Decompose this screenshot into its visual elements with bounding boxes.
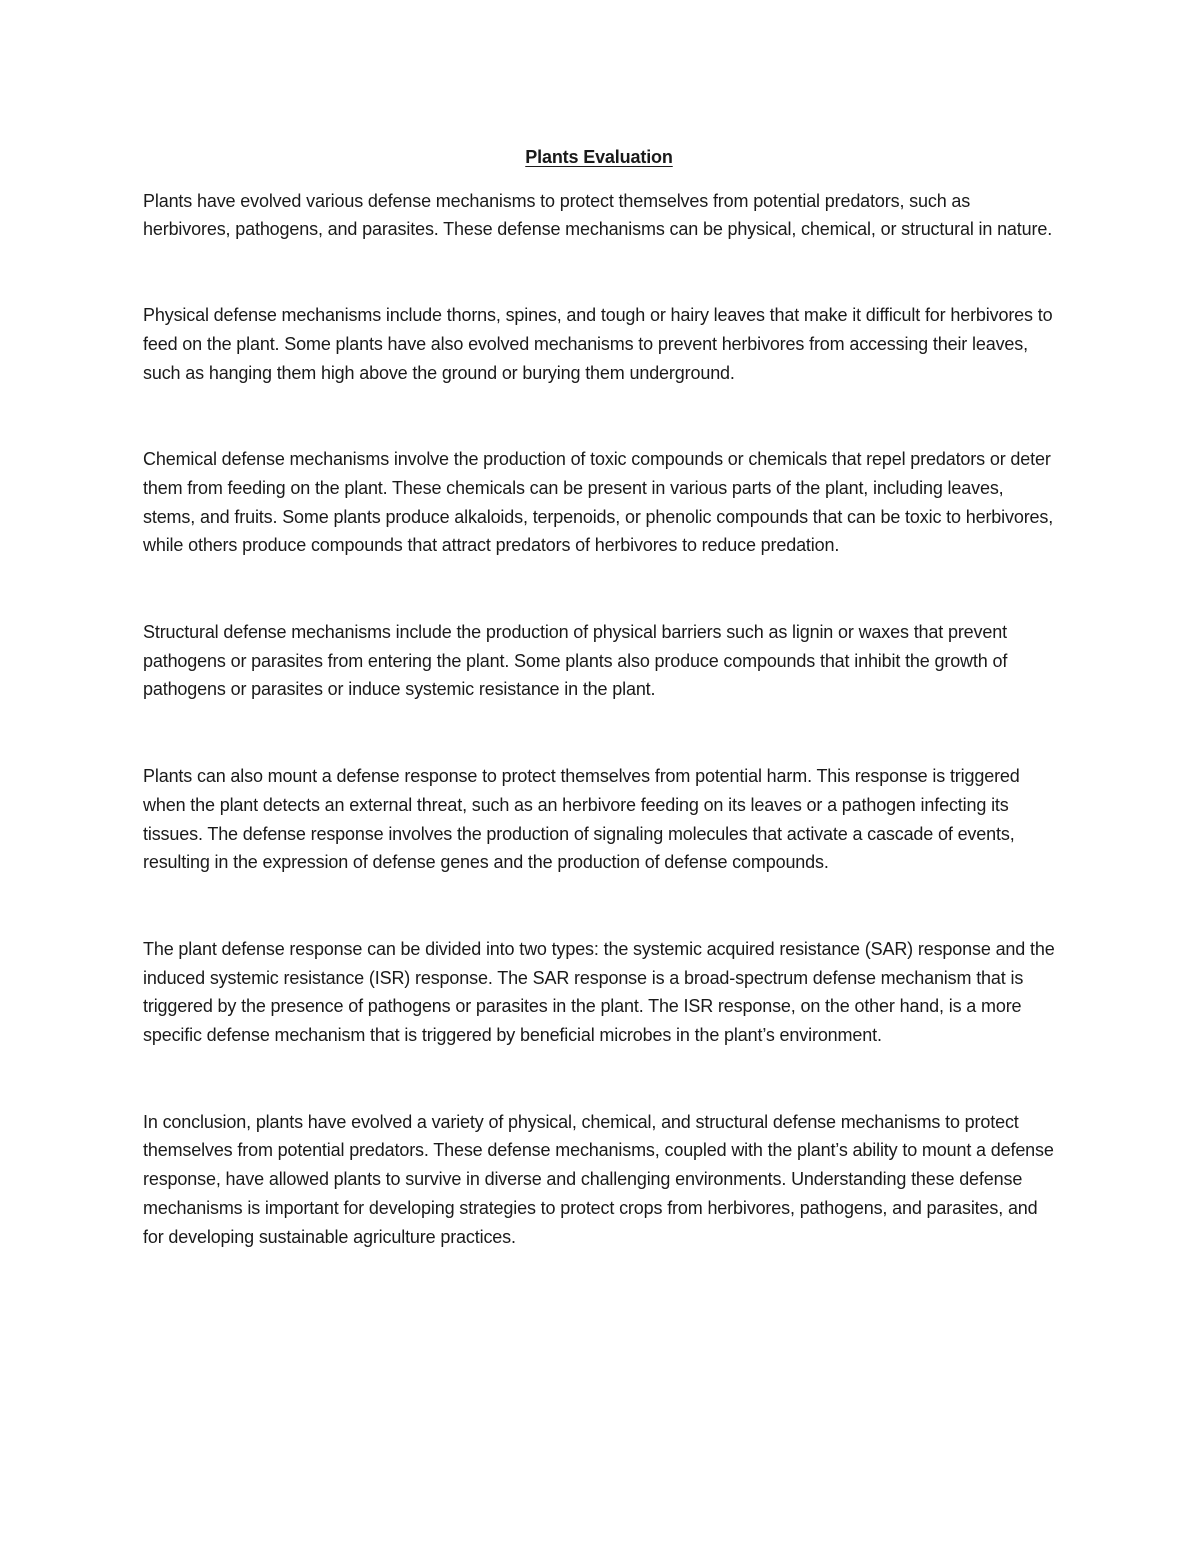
document-body <box>143 143 1055 1309</box>
paragraph-structural-defense: Structural defense mechanisms include the production of physical barriers such as lignin or waxes that prevent pathogens or parasites from entering the plant. Some plants also produce compounds that inhibit the growth of pathogens or parasites or induce systemic resistance in the plant. <box>143 622 1008 700</box>
paragraph-intro: Plants have evolved various defense mechanisms to protect themselves from potential predators, such as herbivores, pathogens, and parasites. These defense mechanisms can be physical, chemical, or structural in nature. <box>143 190 1053 240</box>
paragraph-sar-isr: The plant defense response can be divided into two types: the systemic acquired resistance (SAR) response and the induced systemic resistance (ISR) response. The SAR response is a broad-spectrum defense mechanism that is triggered by the presence of pathogens or parasites in the plant. The ISR response, on the other hand, is a more specific defense mechanism that is triggered by beneficial microbes in the plant’s environment. <box>143 938 1055 1046</box>
paragraph-chemical-defense: Chemical defense mechanisms involve the production of toxic compounds or chemicals that repel predators or deter them from feeding on the plant. These chemicals can be present in various parts of the plant, including leaves, stems, and fruits. Some plants produce alkaloids, terpenoids, or phenolic compounds that can be toxic to herbivores, while others produce compounds that attract predators of herbivores to reduce predation. <box>143 449 1054 556</box>
document-title: Plants Evaluation <box>525 147 673 167</box>
paragraph-physical-defense: Physical defense mechanisms include thorns, spines, and tough or hairy leaves that make it difficult for herbivores to feed on the plant. Some plants have also evolved mechanisms to prevent herbivores from accessing their leaves, such as hanging them high above the ground or burying them underground. <box>143 305 1053 383</box>
paragraph-conclusion: In conclusion, plants have evolved a variety of physical, chemical, and structural defense mechanisms to protect themselves from potential predators. These defense mechanisms, coupled with the plant’s ability to mount a defense response, have allowed plants to survive in diverse and challenging environments. Understanding these defense mechanisms is important for developing strategies to protect crops from herbivores, pathogens, and parasites, and for developing sustainable agriculture practices. <box>143 1111 1054 1247</box>
paragraph-defense-response: Plants can also mount a defense response to protect themselves from potential harm. This response is triggered when the plant detects an external threat, such as an herbivore feeding on its leaves or a pathogen infecting its tissues. The defense response involves the production of signaling molecules that activate a cascade of events, resulting in the expression of defense genes and the production of defense compounds. <box>143 766 1020 873</box>
